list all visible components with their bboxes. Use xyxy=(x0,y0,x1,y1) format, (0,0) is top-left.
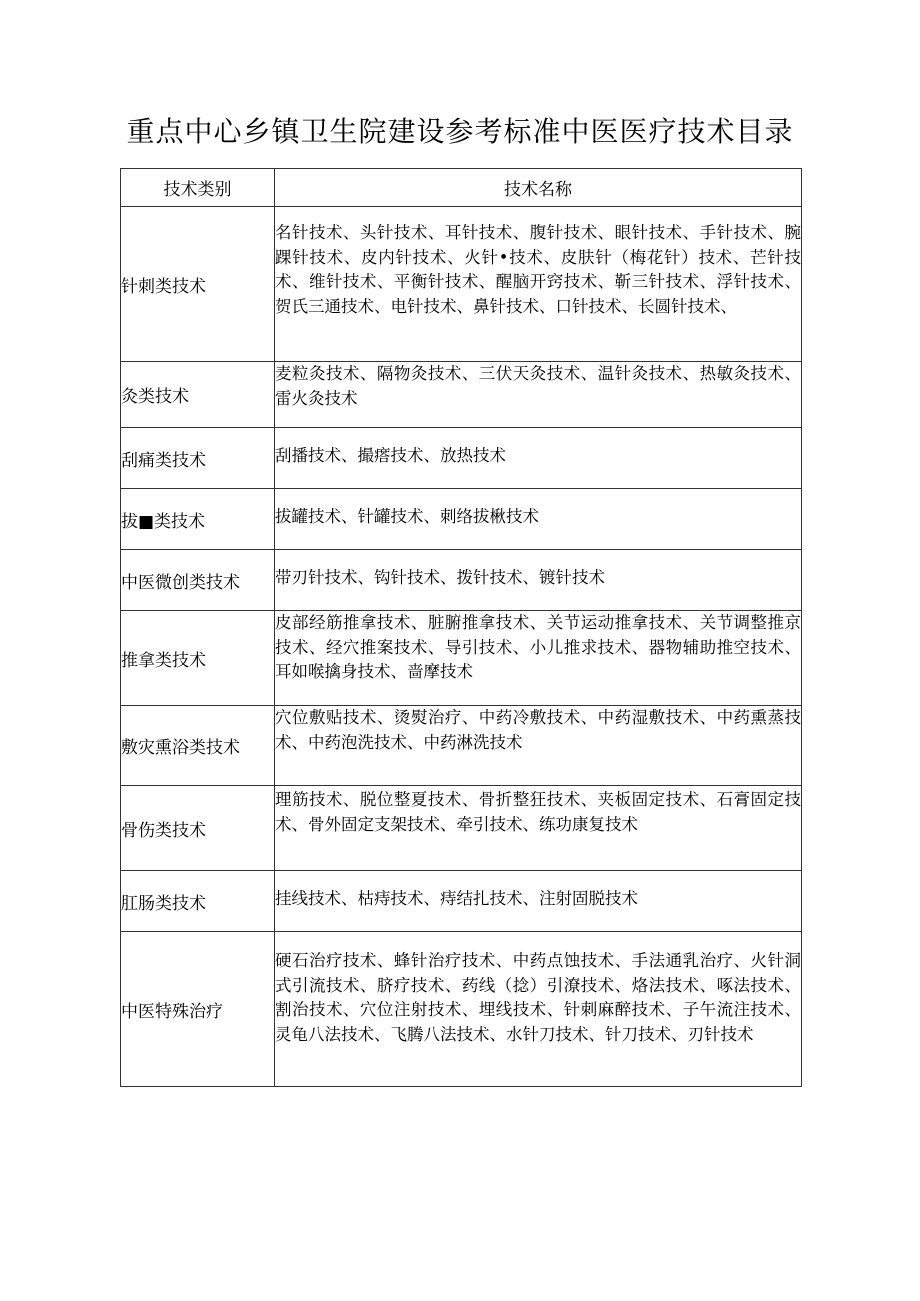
row-category: 灸类技术 xyxy=(121,362,275,428)
header-category: 技术类别 xyxy=(121,169,275,207)
row-category: 针刺类技术 xyxy=(121,207,275,362)
table-row xyxy=(121,871,802,932)
row-category: 拔■类技术 xyxy=(121,489,275,550)
table-header-row xyxy=(121,169,802,207)
row-category: 骨伤类技术 xyxy=(121,786,275,871)
row-techniques: 名针技术、头针技术、耳针技术、腹针技术、眼针技术、手针技术、腕踝针技术、皮内针技术、火针•技术、皮肤针（梅花针）技术、芒针技术、维针技术、平衡针技术、醒脑开窍技术、靳三针技术、浮针技术、贺氏三通技术、电针技术、鼻针技术、口针技术、长圆针技术、 xyxy=(275,207,802,362)
header-technique-name: 技术名称 xyxy=(275,169,802,207)
table-row xyxy=(121,932,802,1087)
row-techniques: 穴位敷贴技术、烫熨治疗、中药冷敷技术、中药湿敷技术、中药熏蒸技术、中药泡洗技术、中药淋洗技术 xyxy=(275,706,802,786)
row-category: 敷灾熏浴类技术 xyxy=(121,706,275,786)
row-techniques: 硬石治疗技术、蜂针治疗技术、中药点蚀技术、手法通乳治疗、火针洞式引流技术、脐疗技术、药线（捻）引潦技术、烙法技术、啄法技术、割治技术、穴位注射技术、埋线技术、针刺麻醉技术、子午流注技术、灵龟八法技术、飞腾八法技术、水针刀技术、针刀技术、刃针技术 xyxy=(275,932,802,1087)
table-row xyxy=(121,706,802,786)
row-techniques: 挂线技术、枯痔技术、痔结扎技术、注射固脱技术 xyxy=(275,871,802,932)
table-row xyxy=(121,489,802,550)
row-techniques: 带刃针技术、钩针技术、拨针技术、镀针技术 xyxy=(275,550,802,611)
table-row xyxy=(121,428,802,489)
row-techniques: 拔罐技术、针罐技术、刺络拔楸技术 xyxy=(275,489,802,550)
table-row xyxy=(121,786,802,871)
page-title: 重点中心乡镇卫生院建设参考标准中医医疗技术目录 xyxy=(126,115,794,148)
row-techniques: 刮播技术、撮瘩技术、放热技术 xyxy=(275,428,802,489)
row-category: 推拿类技术 xyxy=(121,611,275,706)
row-techniques: 麦粒灸技术、隔物灸技术、三伏天灸技术、温针灸技术、热敏灸技术、雷火灸技术 xyxy=(275,362,802,428)
row-techniques: 皮部经筋推拿技术、脏腑推拿技术、关节运动推拿技术、关节调整推京技术、经穴推案技术、导引技术、小儿推求技术、器物辅助推空技术、耳如喉擒身技术、啬摩技术 xyxy=(275,611,802,706)
row-category: 刮痛类技术 xyxy=(121,428,275,489)
table-row xyxy=(121,362,802,428)
table-row xyxy=(121,550,802,611)
table-row xyxy=(121,611,802,706)
table-row xyxy=(121,207,802,362)
row-techniques: 理筋技术、脱位整夏技术、骨折整狂技术、夹板固定技术、石膏固定技术、骨外固定支架技术、牵引技术、练功康复技术 xyxy=(275,786,802,871)
row-category: 中医特殊治疗 xyxy=(121,932,275,1087)
row-category: 肛肠类技术 xyxy=(121,871,275,932)
row-category: 中医微创类技术 xyxy=(121,550,275,611)
technique-catalog-table xyxy=(120,168,802,1087)
